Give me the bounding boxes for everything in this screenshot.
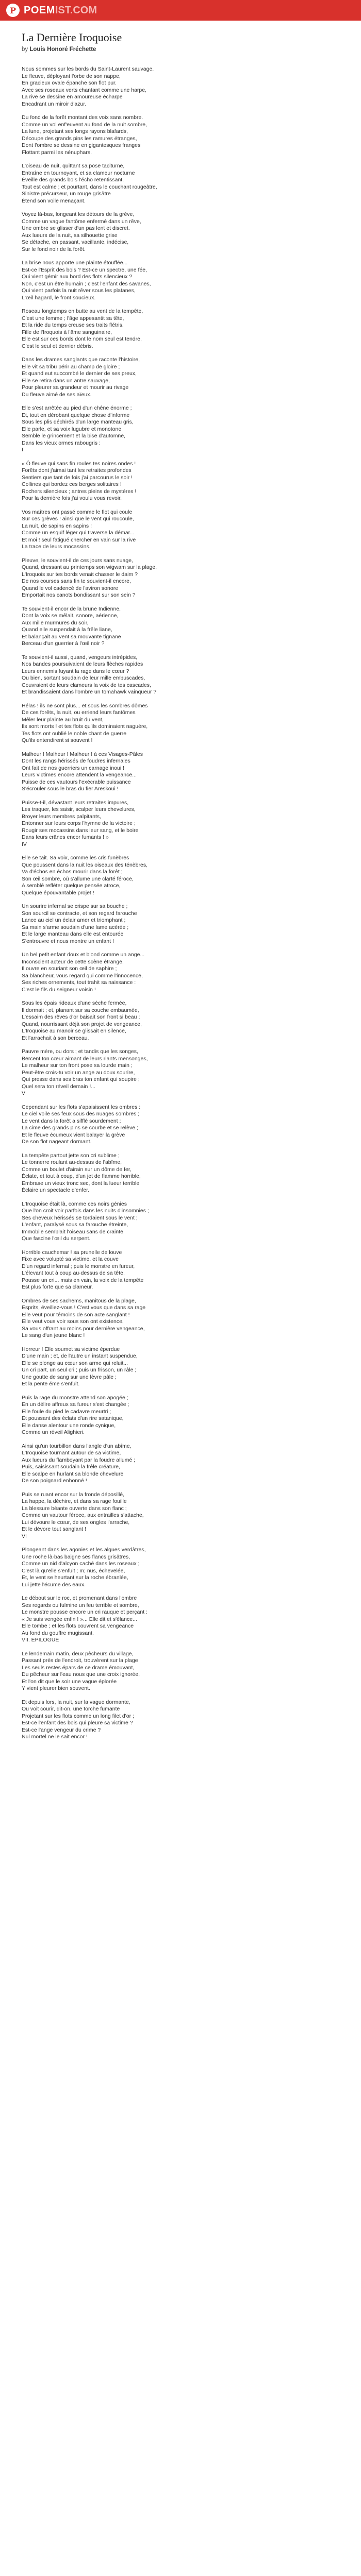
logo-suffix[interactable]: IST.COM — [55, 4, 97, 16]
poem-line: Non, c'est un être humain ; c'est l'enfant des savanes, — [22, 280, 151, 287]
poem-line: La lune, projetant ses longs rayons blafards, — [22, 128, 128, 134]
stanza — [22, 1547, 331, 1588]
stanza — [22, 654, 331, 696]
poem-line: Flottant parmi les nénuphars. — [22, 149, 92, 156]
stanza — [22, 1201, 331, 1243]
poem-line: Inconscient acteur de cette scène étrange, — [22, 958, 124, 965]
poem-line: Hélas ! ils ne sont plus... et sous les sombres dômes — [22, 702, 148, 709]
stanza — [22, 952, 331, 993]
poem-line: S'entrouvre et nous montre un enfant ! — [22, 938, 114, 944]
poem-line: Qui vient gémir aux bord des flots silencieux ? — [22, 274, 133, 280]
poem-line: Ils sont morts ! et tes flots qu'ils dominaient naguère, — [22, 723, 148, 730]
poem-line: D'un regard infernal ; puis le monstre en fureur, — [22, 1263, 135, 1269]
poem-line: Et, le vent se heurtant sur la roche ébranlée, — [22, 1574, 128, 1581]
stanza — [22, 405, 331, 454]
poem-line: En un délire affreux sa fureur s'est changée ; — [22, 1401, 129, 1408]
poem-line: Et le large manteau dans elle est entourée — [22, 931, 124, 937]
poem-line: Du pêcheur sur l'eau nous que une croix ignorée, — [22, 1671, 140, 1677]
poem-line: La nuit, de sapins en sapins ! — [22, 522, 92, 529]
stanza — [22, 1249, 331, 1291]
poem-line: Il ouvre en souriant son œil de saphire ; — [22, 965, 117, 972]
poem-line: Et quand eut succombé le dernier de ses preux, — [22, 370, 137, 377]
poem-line: Nos bandes poursuivaient de leurs flèches rapides — [22, 661, 143, 667]
byline-prefix: by — [22, 46, 28, 53]
poem-line: Ou bien, sortant soudain de leur mille embuscades, — [22, 675, 145, 681]
poem-line: Le malheur sur ton front pose sa lourde main ; — [22, 1062, 133, 1069]
poem-line: Quand elle suspendait à la frêle liane, — [22, 626, 112, 633]
stanza — [22, 751, 331, 793]
poem-line: Une goutte de sang sur une lèvre pâle ; — [22, 1374, 117, 1380]
poem-line: Dont la voix se mêlait, sonore, aérienne, — [22, 613, 119, 619]
poem-line: Elle est sur ces bords dont le nom seul est tendre, — [22, 336, 142, 342]
poem-line: Du fond de la forêt montant des voix sans nombre. — [22, 114, 143, 121]
poem-line: Voyez là-bas, longeant les détours de la grève, — [22, 211, 135, 217]
poem-line: Se détache, en passant, vacillante, indécise, — [22, 239, 129, 245]
stanza — [22, 461, 331, 502]
poem-line: Puisse de ces vautours l'exécrable puissance — [22, 778, 131, 785]
poem-line: Le fleuve, déployant l'orbe de son nappe, — [22, 73, 121, 79]
poem-line: Que fascine l'œil du serpent. — [22, 1235, 91, 1242]
poem-line: Dont les rangs hérissés de foudres infernales — [22, 758, 130, 764]
poem-line: L'élevant tout à coup au-dessus de sa tête, — [22, 1270, 125, 1276]
poem-line: Elle tombe ; et les flots couvrent sa vengeance — [22, 1623, 134, 1629]
poem-line: Elle vit sa tribu périr au champ de gloire ; — [22, 363, 120, 370]
poem-line: Entonner sur leurs corps l'hymne de la victoire ; — [22, 820, 136, 826]
poem-line: Passant près de l'endroit, trouvèrent sur la plage — [22, 1657, 138, 1664]
poem-line: Du fleuve aimé de ses aïeux. — [22, 391, 92, 398]
site-header — [0, 0, 361, 21]
poem-line: Étend son voile menaçant. — [22, 197, 86, 204]
poem-line: Collines qui bordez ces berges solitaires ! — [22, 481, 122, 487]
poem-line: Broyer leurs membres palpitants, — [22, 813, 102, 820]
stanza — [22, 606, 331, 648]
poem-line: L'Iroquoise au manoir se glissait en silence, — [22, 1028, 126, 1034]
poem-line: Éclate, et tout à coup, d'un jet de flamme horrible, — [22, 1173, 141, 1179]
poem-line: L'Iroquoise tournant autour de sa victime, — [22, 1450, 121, 1456]
poem-line: Peut-être crois-tu voir un ange au doux sourire, — [22, 1069, 135, 1076]
poem-line: Nous sommes sur les bords du Saint-Laurent sauvage. — [22, 66, 154, 72]
poem-line: De son poignard enhonné ! — [22, 1478, 87, 1484]
poem-title: La Dernière Iroquoise — [22, 31, 122, 44]
poem-line: Sa blancheur, vous regard qui comme l'innocence, — [22, 972, 143, 979]
poem-line: Couvraient de leurs clameurs la voix de tes cascades, — [22, 682, 151, 688]
poem-line: Est-ce l'ange vengeur du crime ? — [22, 1726, 101, 1733]
poem-line: C'est le fils du seigneur voisin ! — [22, 986, 96, 993]
poem-line: Elle s'est arrêtée au pied d'un chêne énorme ; — [22, 405, 132, 411]
stanza — [22, 66, 331, 108]
poem-line: Et l'on dit que le soir une vague éplorée — [22, 1678, 117, 1685]
poem-line: Sur le fond noir de la forêt. — [22, 246, 86, 252]
poem-line: Sous les plis déchirés d'un large manteau gris, — [22, 419, 134, 425]
poem-line: Et le fleuve écumeux vient balayer la grève — [22, 1131, 125, 1138]
poem-line: La tempête partout jette son cri sublime ; — [22, 1152, 120, 1159]
poem-body — [22, 66, 331, 1741]
poem-line: Va d'échos en échos mourir dans la forêt ; — [22, 869, 123, 875]
poem-line: VII. EPILOGUE — [22, 1637, 59, 1643]
poem-line: Berceau d'un guerrier à l'œil noir ? — [22, 640, 105, 647]
poem-line: L'essaim des rêves d'or baisait son front si beau ; — [22, 1014, 140, 1020]
poem-line: Comme un boulet d'airain sur un dôme de fer, — [22, 1166, 132, 1173]
poem-line: Vos maîtres ont passé comme le flot qui coule — [22, 509, 133, 515]
poem-line: Son sourcil se contracte, et son regard farouche — [22, 910, 137, 917]
stanza — [22, 1699, 331, 1741]
poem-line: Sur ces grèves ! ainsi que le vent qui roucoule, — [22, 516, 134, 522]
poem-line: Le ciel voile ses feux sous des nuages sombres ; — [22, 1111, 140, 1117]
poem-line: Ses riches ornements, tout trahit sa naissance : — [22, 979, 136, 986]
poem-line: Nul mortel ne le sait encor ! — [22, 1734, 88, 1740]
stanza — [22, 260, 331, 301]
poem-line: Sa main s'arme soudain d'une lame acérée ; — [22, 924, 129, 930]
poem-line: Bercent ton cœur aimant de leurs riants mensonges, — [22, 1055, 148, 1062]
byline — [22, 46, 331, 53]
poem-line: L'Iroquoise était là, comme ces noirs génies — [22, 1200, 127, 1207]
poem-line: Et depuis lors, la nuit, sur la vague dormante, — [22, 1699, 130, 1705]
poem-line: De nos courses sans fin te souvient-il encore, — [22, 578, 131, 584]
stanza — [22, 1492, 331, 1540]
poem-line: Éveille des grands bois l'écho retentissant. — [22, 177, 124, 183]
stanza — [22, 855, 331, 896]
stanza — [22, 1443, 331, 1485]
author-name[interactable]: Louis Honoré Fréchette — [29, 46, 96, 53]
poem-line: De son flot nageant dormant. — [22, 1139, 92, 1145]
poem-line: Elle scalpe en hurlant sa blonde chevelure — [22, 1470, 124, 1477]
poem-line: Qui vient parfois la nuit rêver sous les platanes, — [22, 287, 136, 294]
poem-line: Comme un esquif léger qui traverse la démar... — [22, 530, 135, 536]
poem-line: Sa vous offrant au moins pour dernière vengeance, — [22, 1325, 145, 1332]
poem-line: Comme un vautour féroce, aux entrailles s'attache, — [22, 1512, 144, 1518]
poem-line: I — [22, 447, 23, 453]
poem-line: Roseau longtemps en butte au vent de la tempête, — [22, 308, 143, 314]
poem-line: Leurs victimes encore attendent la vengeance... — [22, 772, 137, 778]
poem-line: Elle se tait. Sa voix, comme les cris funèbres — [22, 855, 129, 861]
stanza — [22, 1395, 331, 1436]
poem-line: Quel sera ton réveil demain !... — [22, 1083, 95, 1090]
stanza — [22, 509, 331, 551]
poem-line: Elle se plonge au cœur son arme qui reluit... — [22, 1360, 128, 1366]
poem-line: Le sang d'un jeune blanc ! — [22, 1332, 85, 1338]
stanza — [22, 1104, 331, 1146]
poem-line: A semblé refléter quelque pensée atroce, — [22, 883, 121, 889]
stanza — [22, 357, 331, 398]
poem-line: Sentiers que tant de fois j'ai parcourus le soir ! — [22, 474, 133, 481]
poem-line: Est plus forte que sa clameur. — [22, 1284, 93, 1290]
poem-line: Te souvient-il aussi, quand, vengeurs intrépides, — [22, 654, 138, 660]
poem-line: Une roche là-bas baigne ses flancs grisâtres, — [22, 1553, 130, 1560]
poem-line: Esprits, éveillez-vous ! C'est vous que dans sa rage — [22, 1304, 146, 1311]
poem-line: Malheur ! Malheur ! Malheur ! à ces Visages-Pâles — [22, 751, 143, 757]
poem-line: Et la pente éme s'enfuit. — [22, 1381, 80, 1387]
poem-line: La rive se dessine en amoureuse écharpe — [22, 94, 123, 100]
logo-text[interactable]: POEM — [24, 4, 55, 16]
poem-line: Ombres de ses sachems, manitous de la plage, — [22, 1297, 136, 1304]
poem-line: Et le dévore tout sanglant ! — [22, 1526, 86, 1532]
poem-line: Ainsi qu'un tourbillon dans l'angle d'un abîme, — [22, 1443, 132, 1449]
poem-line: L'enfant, paralysé sous sa farouche étreinte, — [22, 1222, 128, 1228]
poem-line: Et balançait au vent sa mouvante tignane — [22, 633, 121, 640]
poem-line: Il dormait ; et, planant sur sa couche embaumée, — [22, 1007, 139, 1013]
stanza — [22, 903, 331, 945]
poem-line: Rochers silencieux ; antres pleins de mystères ! — [22, 488, 137, 495]
poem-line: Leurs ennemis fuyant la rage dans le cœur ? — [22, 668, 129, 674]
poem-line: Pauvre mère, ou dors ; et tandis que les songes, — [22, 1048, 138, 1055]
poem-line: Sinistre précurseur, un rouge grisâtre — [22, 191, 111, 197]
poem-line: Et poussant des éclats d'un rire satanique, — [22, 1415, 124, 1421]
poem-line: D'une main ; et, de l'autre un instant suspendue, — [22, 1353, 138, 1359]
poem-line: Le vent dans la forêt a sifflé sourdement ; — [22, 1117, 121, 1124]
poem-line: « Ô fleuve qui sans fin roules tes noires ondes ! — [22, 460, 136, 467]
poem-line: Elle se retira dans un antre sauvage, — [22, 377, 110, 384]
poem-line: Puis se ruant encor sur la fronde déposillé, — [22, 1491, 125, 1498]
poem-line: Que l'on croit voir parfois dans les nuits d'insomnies ; — [22, 1208, 149, 1214]
poem-line: Quelque épouvantable projet ! — [22, 889, 94, 896]
stanza — [22, 1651, 331, 1692]
poem-line: Un cri part, un seul cri ; puis un frisson, un râle ; — [22, 1367, 137, 1373]
poem-line: Au fond du gouffre mugissant. — [22, 1630, 94, 1636]
poem-line: Fixe avec volupté sa victime, et la couve — [22, 1256, 119, 1262]
poem-line: Le lendemain matin, deux pêcheurs du village, — [22, 1650, 134, 1657]
poem-line: Mêler leur plainte au bruit du vent, — [22, 716, 104, 723]
poem-line: Et l'arrachait à son berceau. — [22, 1035, 89, 1041]
poem-line: L'Iroquois sur tes bords venait chasser le daim ? — [22, 571, 138, 578]
poem-line: Aux lueurs de la nuit, sa silhouette grise — [22, 232, 118, 239]
poem-line: Une ombre se glisser d'un pas lent et discret. — [22, 225, 130, 231]
poem-line: Dans les vieux ormes rabougris : — [22, 439, 101, 446]
poem-line: Embrase un vieux tronc sec, dont la lueur terrible — [22, 1180, 140, 1187]
poem-line: Les traquer, les saisir, scalper leurs chevelures, — [22, 806, 136, 812]
poem-line: Forêts dont j'aimai tant les retraites profondes — [22, 467, 132, 473]
poem-line: Comme un vague fantôme enfermé dans un rêve, — [22, 218, 141, 225]
poem-line: Emportait nos canots bondissant sur son sein ? — [22, 592, 136, 598]
poem-line: IV — [22, 841, 27, 848]
poem-line: Un bel petit enfant doux et blond comme un ange... — [22, 952, 145, 958]
poem-line: Y vient pleurer bien souvent. — [22, 1685, 90, 1691]
poem-line: Semble le grincement et la bise d'automne, — [22, 433, 126, 439]
poem-line: C'est le seul et dernier débris. — [22, 343, 93, 349]
poem-line: Ou voit courir, dit-on, une torche fumante — [22, 1706, 120, 1712]
poem-line: Avec ses roseaux verts chantant comme une harpe, — [22, 87, 147, 93]
poem-line: Tes flots ont oublié le noble chant de guerre — [22, 730, 127, 737]
poem-line: Le débout sur le roc, et promenant dans l'ombre — [22, 1595, 137, 1601]
poem-line: C'est une femme ; l'âge appesantit sa tête, — [22, 315, 124, 321]
poem-line: Elle parle, et sa voix lugubre et monotone — [22, 426, 122, 432]
poem-line: Te souvient-il encor de la brune Indienne, — [22, 605, 121, 612]
poem-line: Aux lueurs du flamboyant par la foudre allumé ; — [22, 1456, 136, 1463]
poem-line: La cime des grands pins se courbe et se relève ; — [22, 1125, 138, 1131]
poem-line: Qu'ils entendirent si souvent ! — [22, 737, 93, 743]
stanza — [22, 703, 331, 744]
poem-line: Pleuve, le souvient-il de ces jours sans nuage, — [22, 557, 133, 564]
poem-content — [22, 31, 331, 1748]
poem-line: Comme un vol enf'euvent au fond de la nuit sombre, — [22, 121, 147, 128]
poem-line: Dans leurs crânes encor fumants ! » — [22, 834, 109, 840]
poem-line: S'écrouler sous le bras du fier Areskoui ! — [22, 786, 119, 792]
poem-line: Puis, saisissant soudain la frêle créature, — [22, 1464, 120, 1470]
poem-line: La trace de leurs mocassins. — [22, 544, 91, 550]
poem-line: Son œil sombre, où s'allume une clarté féroce, — [22, 875, 134, 882]
poem-line: Horreur ! Elle soumet sa victime éperdue — [22, 1346, 120, 1352]
poem-line: La blessure béante ouverte dans son flanc ; — [22, 1505, 127, 1512]
poem-line: Horrible cauchemar ! sa prunelle de louve — [22, 1249, 122, 1256]
poem-line: Immobile semblait l'oiseau sans de crainte — [22, 1228, 123, 1235]
poem-line: Est-ce l'Esprit des bois ? Est-ce un spectre, une fée, — [22, 266, 147, 273]
poem-line: V — [22, 1090, 26, 1096]
poem-line: Cependant sur les flots s'apaisissent les ombres : — [22, 1104, 141, 1110]
poem-line: C'est là qu'elle s'enfuit ; m; nus, échevelée, — [22, 1567, 125, 1574]
stanza — [22, 1346, 331, 1388]
poem-line: Et moi ! seul fatigué chercher en vain sur la rive — [22, 536, 136, 543]
poem-line: Elle foule du pied le cadavre meurtri ; — [22, 1408, 111, 1415]
poem-line: Projetant sur les flots comme un long filet d'or ; — [22, 1713, 134, 1719]
poem-line: Lance au ciel un éclair amer et triomphant ; — [22, 917, 126, 923]
poem-line: En gracieux ovale épanche son flot pur. — [22, 80, 117, 86]
poem-line: Sous les épais rideaux d'une sèche fermée, — [22, 1000, 127, 1006]
poem-line: Un sourire infernal se crispe sur sa bouche ; — [22, 903, 128, 909]
poem-line: Et, tout en dérobant quelque chose d'informe — [22, 412, 130, 418]
poem-line: Ont fait de nos guerriers un carnage inoui ! — [22, 765, 125, 771]
poem-line: Lui jette l'écume des eaux. — [22, 1581, 86, 1588]
poem-line: L'oiseau de nuit, quittant sa pose taciturne, — [22, 163, 125, 169]
poem-line: VI — [22, 1533, 27, 1539]
poem-line: « Je suis vengée enfin ! »... Elle dit et s'élance... — [22, 1616, 137, 1622]
poem-line: Dans les drames sanglants que raconte l'histoire, — [22, 357, 140, 363]
poem-line: Entraîne en tournoyant, et sa clameur nocturne — [22, 170, 135, 176]
poem-line: Elle veut pour témoins de son acte sanglant ! — [22, 1311, 130, 1318]
poem-line: Les seuls restes épars de ce drame émouvant, — [22, 1664, 135, 1671]
poem-line: Pour la dernière fois j'ai voulu vous revoir. — [22, 495, 122, 501]
poem-line: Pour pleurer sa grandeur et mourir au rivage — [22, 384, 129, 391]
poem-line: Comme un nid d'alcyon caché dans les roseaux ; — [22, 1561, 140, 1567]
stanza — [22, 211, 331, 253]
poem-line: Elle danse alentour une ronde cynique, — [22, 1422, 116, 1429]
poem-line: L'œil hagard, le front soucieux. — [22, 294, 96, 301]
poem-line: De ces forêts, la nuit, ou erriend leurs fantômes — [22, 709, 136, 716]
stanza — [22, 800, 331, 849]
stanza — [22, 1153, 331, 1194]
poem-line: Que poussent dans la nuit les oiseaux des ténèbres, — [22, 861, 147, 868]
stanza — [22, 1595, 331, 1644]
poem-line: La happe, la déchire, et dans sa rage fouille — [22, 1498, 127, 1504]
poemist-logo-icon[interactable]: P — [6, 4, 20, 17]
poem-line: La brise nous apporte une plainte étouffée... — [22, 260, 128, 266]
poem-line: Qui presse dans ses bras ton enfant qui soupire ; — [22, 1076, 140, 1082]
stanza — [22, 114, 331, 156]
poem-line: Dont l'ombre se dessine en gigantesques franges — [22, 142, 141, 148]
poem-line: Quand le vol cadencé de l'aviron sonore — [22, 585, 119, 591]
poem-line: Est-ce l'enfant des bois qui pleure sa victime ? — [22, 1720, 133, 1726]
stanza — [22, 557, 331, 599]
stanza — [22, 308, 331, 350]
poem-line: Comme un réveil Alighieri. — [22, 1429, 85, 1435]
poem-line: Et brandissaient dans l'ombre un tomahawk vainqueur ? — [22, 689, 157, 695]
poem-line: Découpe des grands pins les ramures étranges, — [22, 135, 137, 142]
poem-line: Quand, dressant au printemps son wigwam sur la plage, — [22, 564, 157, 570]
poem-line: Ses cheveux hérissés se tordaient sous le vent ; — [22, 1214, 138, 1221]
stanza — [22, 163, 331, 205]
poem-line: Elle veut vous voir sous son ont existence, — [22, 1318, 124, 1325]
poem-line: Rougir ses mocassins dans leur sang, et le boire — [22, 827, 139, 834]
poem-line: Tout est calme ; et pourtant, dans le couchant rougeâtre, — [22, 183, 157, 190]
poem-line: Encadrant un miroir d'azur. — [22, 100, 87, 107]
poem-line: Aux mille murmures du soir, — [22, 619, 89, 626]
poem-line: Ses regards ou fulmine un feu terrible et sombre, — [22, 1602, 139, 1608]
poem-line: Puisse-t-il, dévastant leurs retraites impures, — [22, 799, 129, 806]
poem-line: Pousse un cri... mais en vain, la voix de la tempête — [22, 1277, 144, 1283]
stanza — [22, 1048, 331, 1097]
poem-line: Puis la rage du monstre attend son apogée ; — [22, 1394, 128, 1401]
stanza — [22, 1298, 331, 1340]
poem-line: Le tonnerre roulant au-dessus de l'abîme, — [22, 1159, 122, 1165]
poem-line: Éclaire un spectacle d'enfer. — [22, 1187, 89, 1193]
poem-line: Plongeant dans les agonies et les algues verdâtres, — [22, 1547, 146, 1553]
poem-line: Lui dévoure le cœur, de ses ongles l'arrache, — [22, 1519, 130, 1526]
stanza — [22, 1000, 331, 1042]
poem-line: Quand, nourrissant déjà son projet de vengeance, — [22, 1021, 142, 1027]
poem-line: Fille de l'Iroquois à l'âme sanguinaire, — [22, 329, 112, 335]
poem-line: Et la ride du temps creuse ses traits flétris. — [22, 322, 124, 328]
poem-line: Le monstre pousse encore un cri rauque et perçant : — [22, 1609, 147, 1615]
